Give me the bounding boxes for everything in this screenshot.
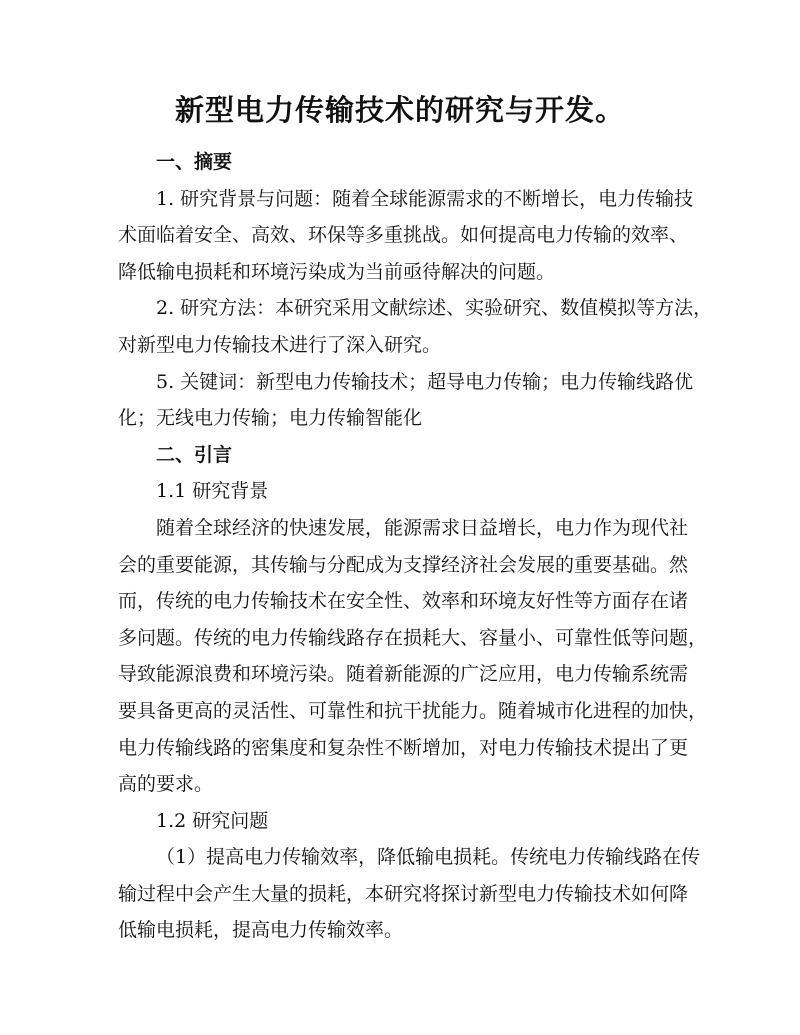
paragraph-line: 低输电损耗，提高电力传输效率。 [118,919,404,942]
paragraph-line: 导致能源浪费和环境污染。随着新能源的广泛应用，电力传输系统需 [118,663,689,686]
paragraph-line: 5. 关键词：新型电力传输技术；超导电力传输；电力传输线路优 [156,370,694,393]
paragraph-line: 多问题。传统的电力传输线路存在损耗大、容量小、可靠性低等问题， [118,626,708,649]
paragraph-line: 高的要求。 [118,773,214,796]
paragraph-line: 化；无线电力传输；电力传输智能化 [118,407,423,430]
paragraph-line: （1）提高电力传输效率，降低输电损耗。传统电力传输线路在传 [156,846,701,869]
paragraph-line: 2. 研究方法：本研究采用文献综述、实验研究、数值模拟等方法， [156,297,713,320]
paragraph-line: 输过程中会产生大量的损耗，本研究将探讨新型电力传输技术如何降 [118,882,689,905]
document-title: 新型电力传输技术的研究与开发。 [174,93,625,127]
paragraph-line: 随着全球经济的快速发展，能源需求日益增长，电力作为现代社 [156,516,689,539]
section-heading-abstract: 一、摘要 [156,151,233,173]
document-body [118,144,713,949]
paragraph-line: 电力传输线路的密集度和复杂性不断增加，对电力传输技术提出了更 [118,736,689,759]
paragraph-line: 而，传统的电力传输技术在安全性、效率和环境友好性等方面存在诸 [118,590,689,613]
paragraph-line: 会的重要能源，其传输与分配成为支撑经济社会发展的重要基础。然 [118,553,689,576]
paragraph-line: 对新型电力传输技术进行了深入研究。 [118,333,442,356]
paragraph-line: 术面临着安全、高效、环保等多重挑战。如何提高电力传输的效率、 [118,224,689,247]
paragraph-line: 降低输电损耗和环境污染成为当前亟待解决的问题。 [118,260,556,283]
paragraph-line: 1. 研究背景与问题：随着全球能源需求的不断增长，电力传输技 [156,187,694,210]
section-heading-introduction: 二、引言 [156,443,233,466]
paragraph-line: 要具备更高的灵活性、可靠性和抗干扰能力。随着城市化进程的加快， [118,699,708,722]
subsection-heading-background: 1.1 研究背景 [156,480,269,503]
subsection-heading-questions: 1.2 研究问题 [156,809,269,832]
